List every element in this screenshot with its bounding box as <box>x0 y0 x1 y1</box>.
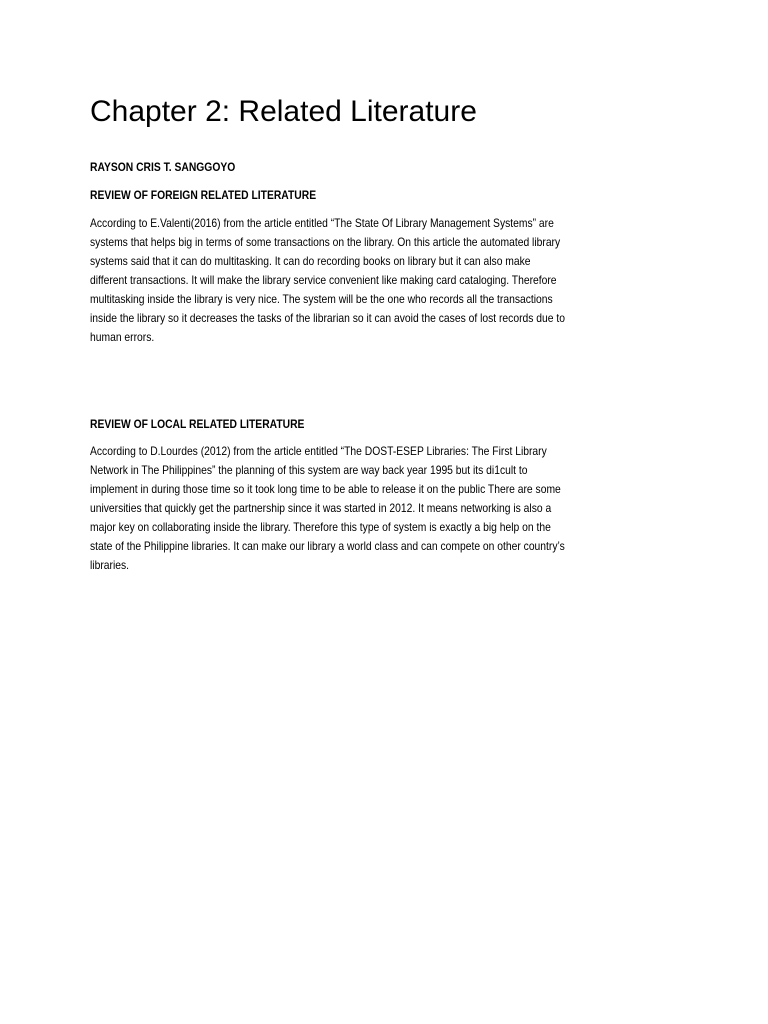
paragraph-local-literature <box>90 442 642 575</box>
paragraph-line: libraries. <box>90 558 130 572</box>
paragraph-line: human errors. <box>90 330 155 344</box>
paragraph-line: different transactions. It will make the library service convenient like making card cataloging. Therefore <box>90 273 557 287</box>
paragraph-line: systems said that it can do multitasking. It can do recording books on library but it can also make <box>90 254 531 268</box>
paragraph-line: According to E.Valenti(2016) from the article entitled “The State Of Library Management Systems” are <box>90 216 554 230</box>
paragraph-line: systems that helps big in terms of some transactions on the library. On this article the automated library <box>90 235 561 249</box>
paragraph-line: state of the Philippine libraries. It can make our library a world class and can compete on other country’s <box>90 539 565 553</box>
section-heading-local: REVIEW OF LOCAL RELATED LITERATURE <box>90 417 305 431</box>
section-heading-foreign: REVIEW OF FOREIGN RELATED LITERATURE <box>90 188 317 202</box>
page-title: Chapter 2: Related Literature <box>90 95 477 128</box>
paragraph-line: According to D.Lourdes (2012) from the article entitled “The DOST-ESEP Libraries: The First Library <box>90 444 547 458</box>
paragraph-foreign-literature <box>90 214 642 347</box>
paragraph-line: inside the library so it decreases the tasks of the librarian so it can avoid the cases of lost records due to <box>90 311 565 325</box>
paragraph-line: multitasking inside the library is very nice. The system will be the one who records all the transactions <box>90 292 553 306</box>
paragraph-line: major key on collaborating inside the library. Therefore this type of system is exactly a big help on the <box>90 520 551 534</box>
paragraph-line: universities that quickly get the partnership since it was started in 2012. It means networking is also a <box>90 501 552 515</box>
paragraph-line: Network in The Philippines” the planning of this system are way back year 1995 but its di1cult to <box>90 463 528 477</box>
author-name: RAYSON CRIS T. SANGGOYO <box>90 160 236 174</box>
paragraph-line: implement in during those time so it took long time to be able to release it on the public There are some <box>90 482 561 496</box>
